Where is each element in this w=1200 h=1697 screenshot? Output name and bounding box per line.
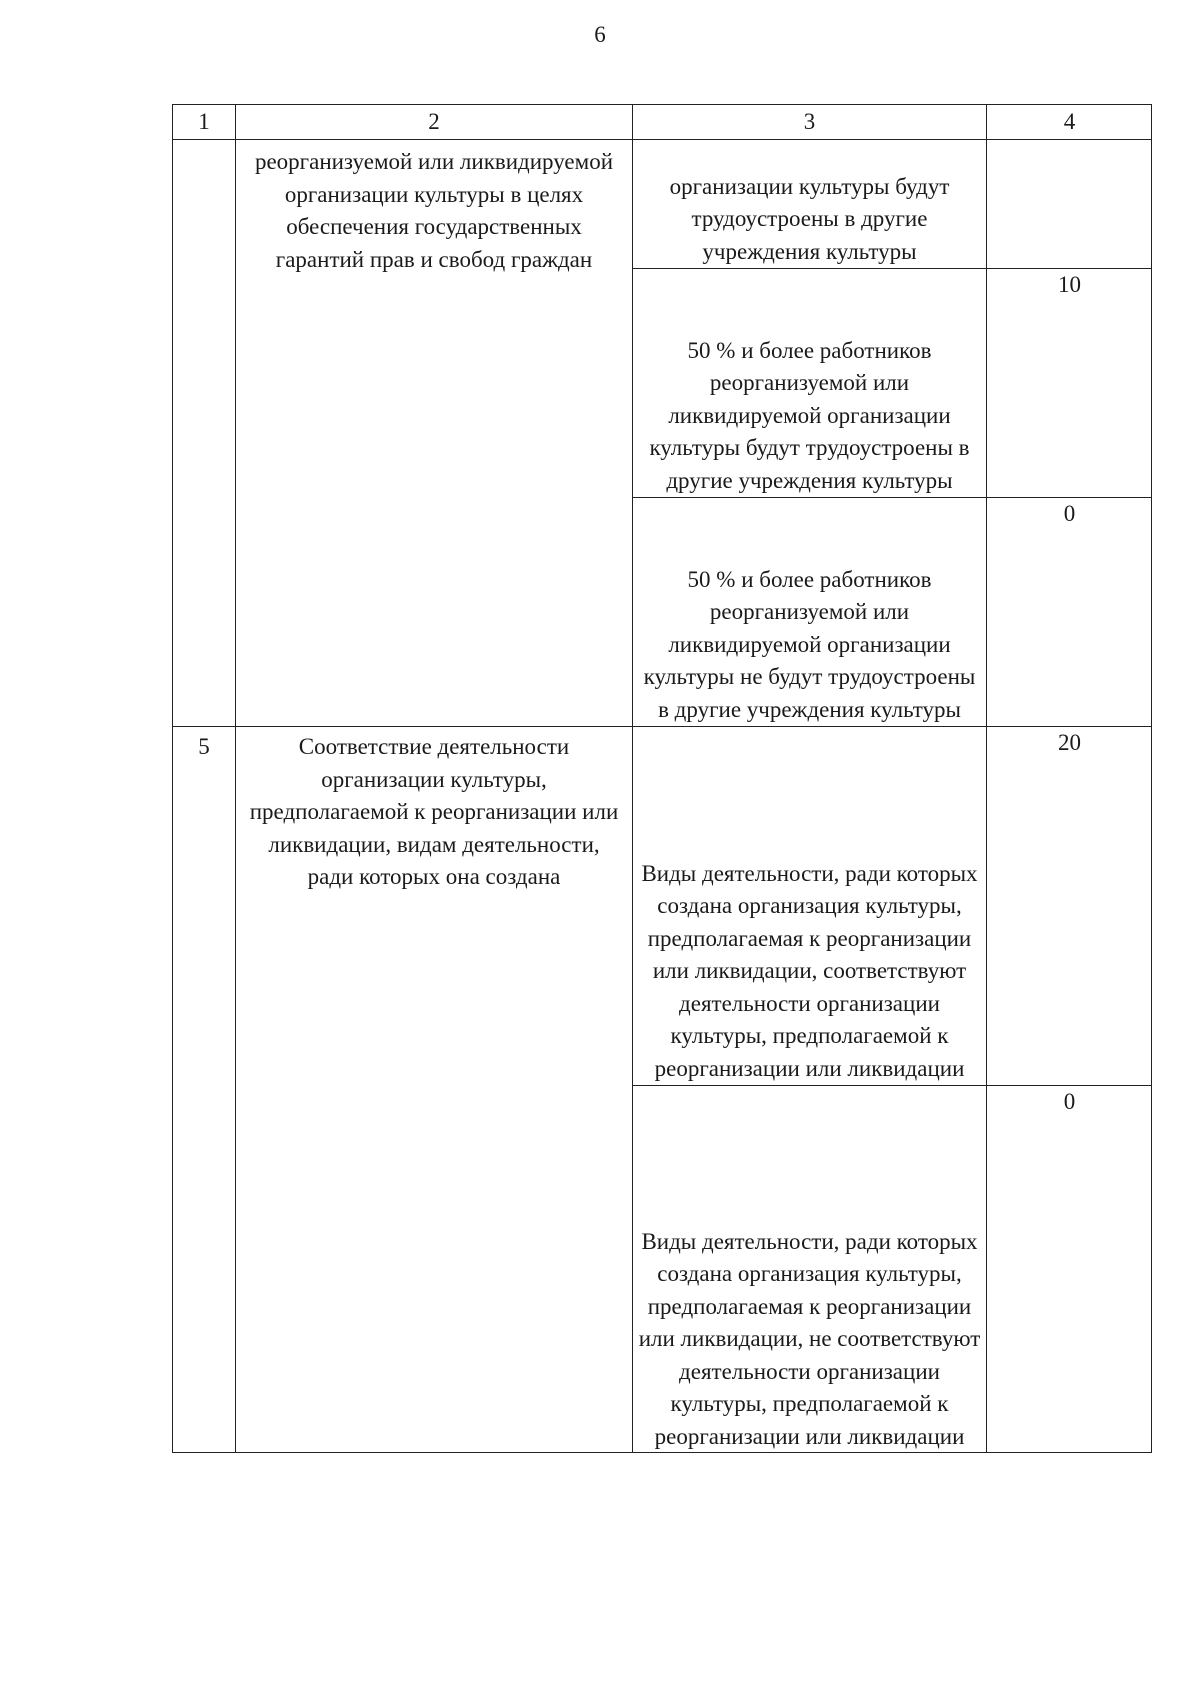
score-continued-3: 0 [986,497,1152,726]
condition-continued-3: 50 % и более работников реорганизуемой или ликвидируемой организации культуры не будут трудоустроены в другие учреждения культуры [632,497,986,726]
score-continued-2: 10 [986,268,1152,497]
column-header-3: 3 [632,104,986,139]
page-number: 6 [594,22,606,47]
score-5-2: 0 [986,1085,1152,1453]
column-header-1: 1 [172,104,235,139]
criteria-table [172,104,1152,1453]
condition-continued-1: организации культуры будут трудоустроены в другие учреждения культуры [632,139,986,268]
condition-5-2: Виды деятельности, ради которых создана организация культуры, предполагаемая к реорганизации или ликвидации, не соответствуют деятельности организации культуры, предполагаемой к реорганизации или ликвидации [632,1085,986,1453]
condition-continued-2: 50 % и более работников реорганизуемой или ликвидируемой организации культуры будут трудоустроены в другие учреждения культуры [632,268,986,497]
criterion-continued: реорганизуемой или ликвидируемой организации культуры в целях обеспечения государственных гарантий прав и свобод граждан [235,139,632,726]
score-continued-1 [986,139,1152,268]
row-number-5: 5 [172,726,235,1453]
criterion-5: Соответствие деятельности организации культуры, предполагаемой к реорганизации или ликвидации, видам деятельности, ради которых она создана [235,726,632,1453]
column-header-4: 4 [986,104,1152,139]
condition-5-1: Виды деятельности, ради которых создана организация культуры, предполагаемая к реорганизации или ликвидации, соответствуют деятельности организации культуры, предполагаемой к реорганизации или ликвидации [632,726,986,1085]
score-5-1: 20 [986,726,1152,1085]
row-number-continued [172,139,235,726]
column-header-2: 2 [235,104,632,139]
